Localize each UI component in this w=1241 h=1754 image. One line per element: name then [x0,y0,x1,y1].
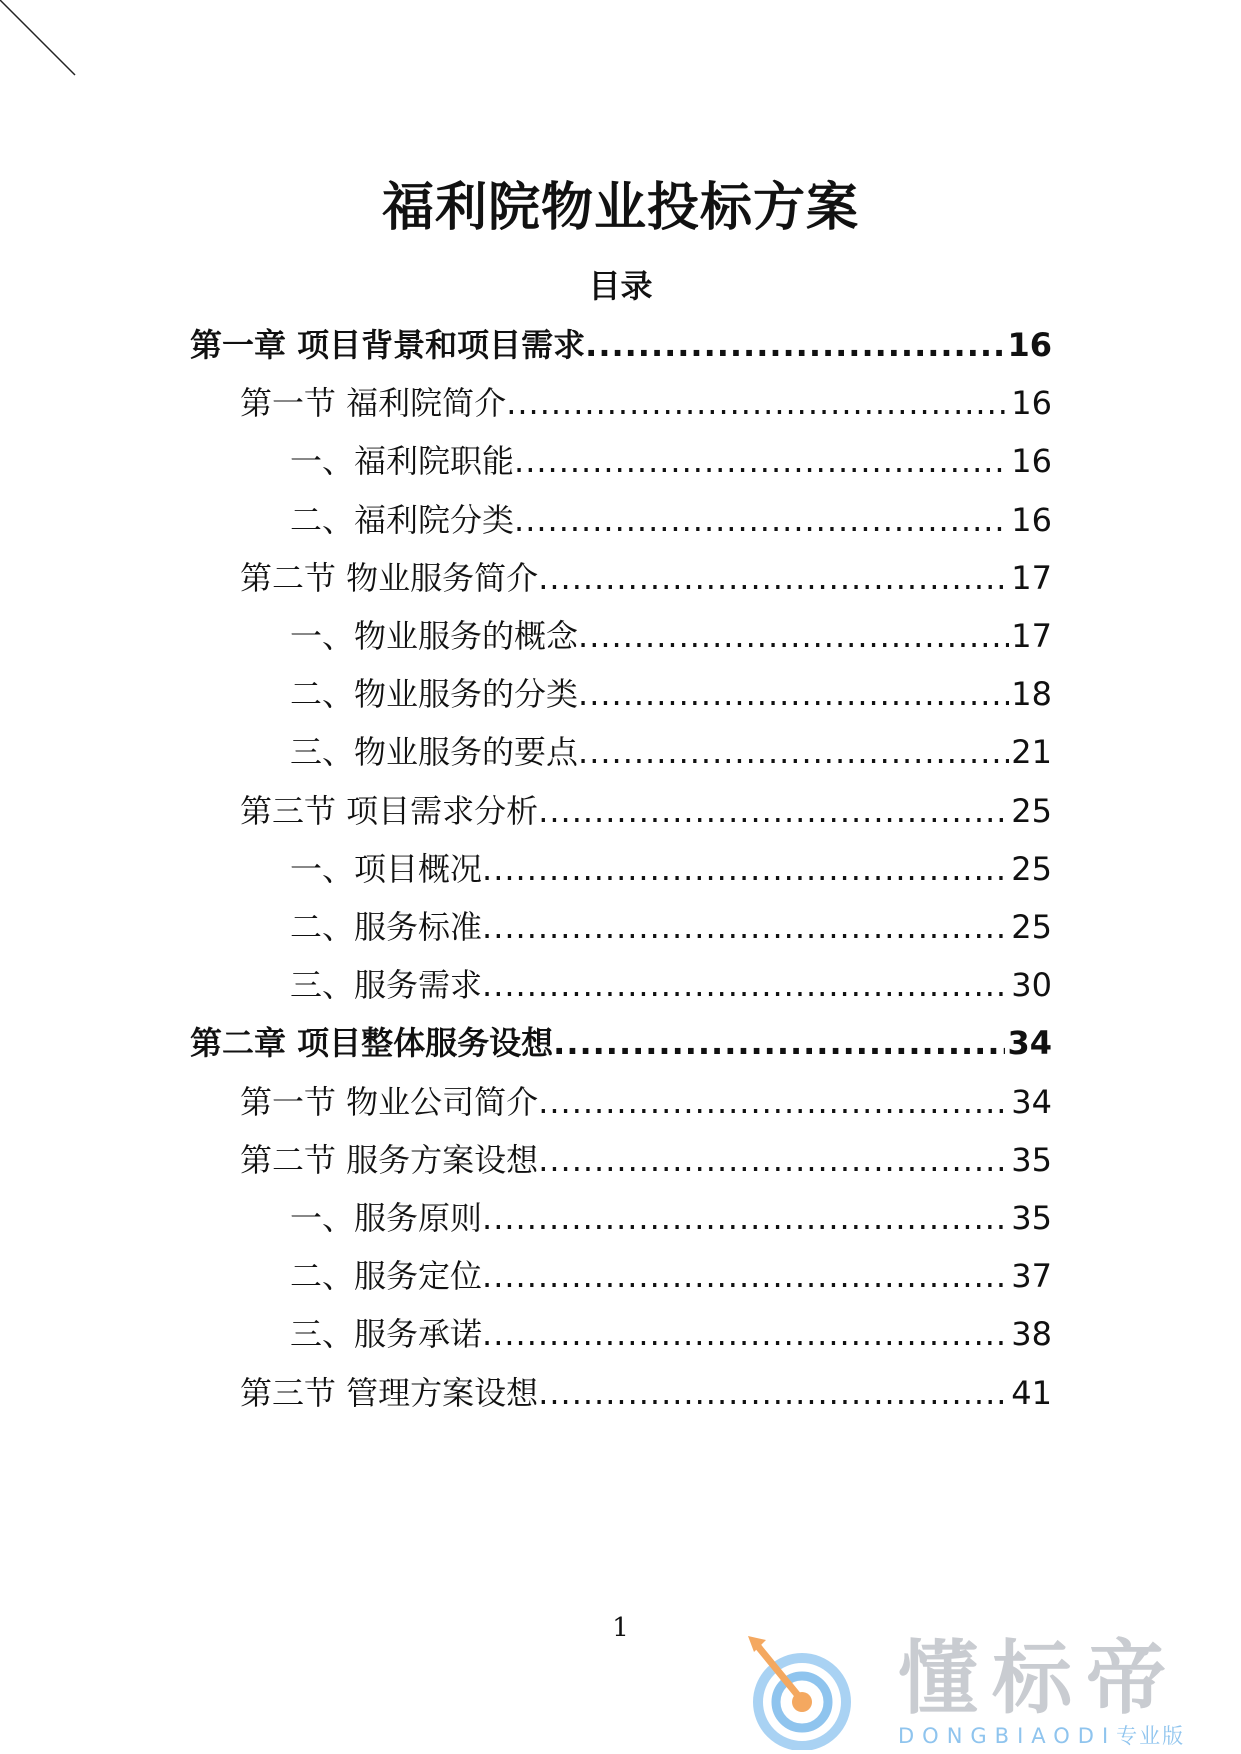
toc-entry[interactable] [290,905,1052,949]
toc-entry-page: 34 [1011,1083,1052,1121]
toc-entry[interactable] [190,323,1052,367]
toc-entry[interactable] [240,381,1052,425]
toc-dot-leader [482,1196,1009,1240]
watermark-subtitle-latin: DONGBIAODI [898,1724,1117,1748]
toc-entry[interactable] [290,439,1052,483]
watermark-subtitle [898,1724,1185,1748]
toc-entry-page: 25 [1011,792,1052,830]
toc-entry-label: 第一节 物业公司简介 [240,1083,539,1121]
toc-entry-page: 17 [1011,559,1052,597]
toc-entry[interactable] [240,1080,1052,1124]
toc-dot-leader [578,614,1009,658]
toc-entry-label: 第三节 管理方案设想 [240,1374,539,1412]
toc-entry[interactable] [240,556,1052,600]
toc-dot-leader [514,439,1009,483]
toc-heading: 目录 [588,267,653,305]
toc-entry-page: 16 [1011,384,1052,422]
toc-dot-leader [578,730,1009,774]
toc-entry-page: 35 [1011,1199,1052,1237]
toc-entry-label: 第二节 物业服务简介 [240,559,539,597]
document-title: 福利院物业投标方案 [381,178,859,238]
toc-entry-label: 二、服务定位 [290,1257,483,1295]
toc-entry-label: 第三节 项目需求分析 [240,792,539,830]
toc-entry-label: 第二章 项目整体服务设想 [190,1024,554,1062]
toc-entry-page: 35 [1011,1141,1052,1179]
toc-entry-label: 二、物业服务的分类 [290,675,579,713]
toc-dot-leader [538,1138,1009,1182]
toc-entry-label: 第一章 项目背景和项目需求 [190,326,586,364]
toc-entry-label: 一、项目概况 [290,850,483,888]
toc-dot-leader [482,1254,1009,1298]
watermark-edition: 专业版 [1116,1724,1186,1748]
toc-entry[interactable] [240,1138,1052,1182]
toc-dot-leader [506,381,1009,425]
toc-entry-page: 25 [1011,908,1052,946]
toc-entry-page: 17 [1011,617,1052,655]
toc-dot-leader [553,1021,1005,1065]
toc-dot-leader [514,498,1009,542]
toc-entry-page: 41 [1011,1374,1052,1412]
toc-entry[interactable] [290,730,1052,774]
toc-dot-leader [482,905,1009,949]
toc-entry-page: 30 [1011,966,1052,1004]
toc-dot-leader [538,1080,1009,1124]
toc-entry[interactable] [290,1254,1052,1298]
toc-entry-label: 第二节 服务方案设想 [240,1141,539,1179]
toc-dot-leader [482,847,1009,891]
toc-dot-leader [578,672,1009,716]
toc-dot-leader [482,963,1009,1007]
toc-entry[interactable] [290,847,1052,891]
toc-entry-page: 18 [1011,675,1052,713]
toc-entry[interactable] [290,963,1052,1007]
toc-entry-label: 三、物业服务的要点 [290,733,579,771]
toc-entry-label: 二、服务标准 [290,908,483,946]
toc-entry[interactable] [290,614,1052,658]
toc-entry-page: 21 [1011,733,1052,771]
toc-entry-page: 16 [1007,326,1052,364]
toc-dot-leader [538,1371,1009,1415]
toc-entry-label: 三、服务需求 [290,966,483,1004]
page-number: 1 [612,1613,629,1643]
toc-entry[interactable] [290,498,1052,542]
toc-entry[interactable] [240,1371,1052,1415]
toc-entry-label: 第一节 福利院简介 [240,384,507,422]
toc-dot-leader [585,323,1005,367]
toc-entry-page: 16 [1011,501,1052,539]
toc-dot-leader [538,789,1009,833]
toc-entry-label: 二、福利院分类 [290,501,515,539]
toc-entry-label: 一、服务原则 [290,1199,483,1237]
toc-entry[interactable] [190,1021,1052,1065]
watermark [740,1632,1230,1750]
toc-entry[interactable] [290,1312,1052,1356]
target-arrow-logo-icon [740,1632,860,1750]
toc-entry-page: 16 [1011,442,1052,480]
toc-entry-label: 三、服务承诺 [290,1315,483,1353]
corner-crop-mark [0,0,80,80]
toc-entry-page: 25 [1011,850,1052,888]
toc-entry[interactable] [240,789,1052,833]
toc-entry-label: 一、物业服务的概念 [290,617,579,655]
toc-entry[interactable] [290,1196,1052,1240]
toc-entry[interactable] [290,672,1052,716]
toc-dot-leader [482,1312,1009,1356]
watermark-brand: 懂标帝 [898,1632,1180,1725]
toc-entry-page: 37 [1011,1257,1052,1295]
toc-entry-page: 38 [1011,1315,1052,1353]
toc-dot-leader [538,556,1009,600]
toc-entry-label: 一、福利院职能 [290,442,515,480]
toc-entry-page: 34 [1007,1024,1052,1062]
